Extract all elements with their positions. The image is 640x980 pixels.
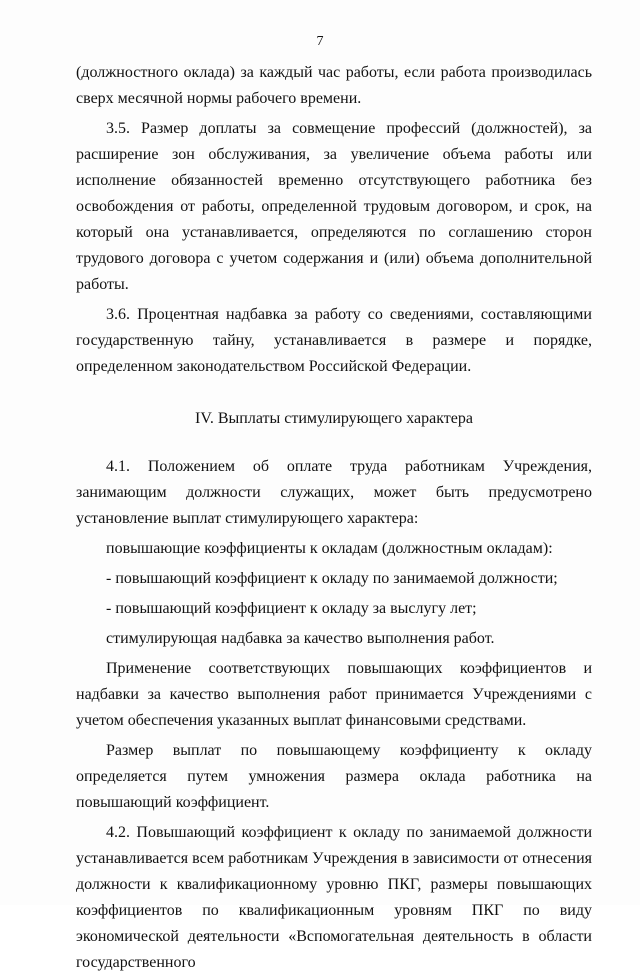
section-heading: IV. Выплаты стимулирующего характера bbox=[195, 410, 473, 427]
paragraph-payment-size: Размер выплат по повышающему коэффициенту к окладу определяется путем умножения размера оклада работника на повышающий коэффициент. bbox=[76, 742, 592, 811]
list-item-seniority-coefficient: - повышающий коэффициент к окладу за выслугу лет; bbox=[106, 600, 477, 617]
paragraph-3-6: 3.6. Процентная надбавка за работу со сведениями, составляющими государственную тайну, устанавливается в размере и порядке, определенном законодательством Российской Федерации. bbox=[76, 306, 592, 375]
page-number: 7 bbox=[316, 34, 324, 49]
paragraph-4-1: 4.1. Положением об оплате труда работникам Учреждения, занимающим должности служащих, может быть предусмотрено установление выплат стимулирующего характера: bbox=[76, 458, 592, 527]
list-item-coefficients: повышающие коэффициенты к окладам (должностным окладам): bbox=[106, 540, 553, 557]
paragraph-application: Применение соответствующих повышающих коэффициентов и надбавки за качество выполнения работ принимается Учреждениями с учетом обеспечения указанных выплат финансовыми средствами. bbox=[76, 660, 592, 729]
paragraph-continuation: (должностного оклада) за каждый час работы, если работа производилась сверх месячной нормы рабочего времени. bbox=[76, 64, 592, 107]
document-body bbox=[76, 60, 592, 980]
paragraph-3-5: 3.5. Размер доплаты за совмещение профессий (должностей), за расширение зон обслуживания, за увеличение объема работы или исполнение обязанностей временно отсутствующего работника без освобождения от работы, определенной трудовым договором, и срок, на который она устанавливается, определяются по соглашению сторон трудового договора с учетом содержания и (или) объема дополнительной работы. bbox=[76, 120, 592, 293]
list-item-quality-bonus: стимулирующая надбавка за качество выполнения работ. bbox=[106, 630, 495, 647]
paragraph-4-2: 4.2. Повышающий коэффициент к окладу по занимаемой должности устанавливается всем работникам Учреждения в зависимости от отнесения должности к квалификационному уровню ПКГ, размеры повышающих коэффициентов по квалификационным уровням ПКГ по виду экономической деятельности «Вспомогательная деятельность в области государственного bbox=[76, 824, 592, 971]
list-item-position-coefficient: - повышающий коэффициент к окладу по занимаемой должности; bbox=[106, 570, 558, 587]
